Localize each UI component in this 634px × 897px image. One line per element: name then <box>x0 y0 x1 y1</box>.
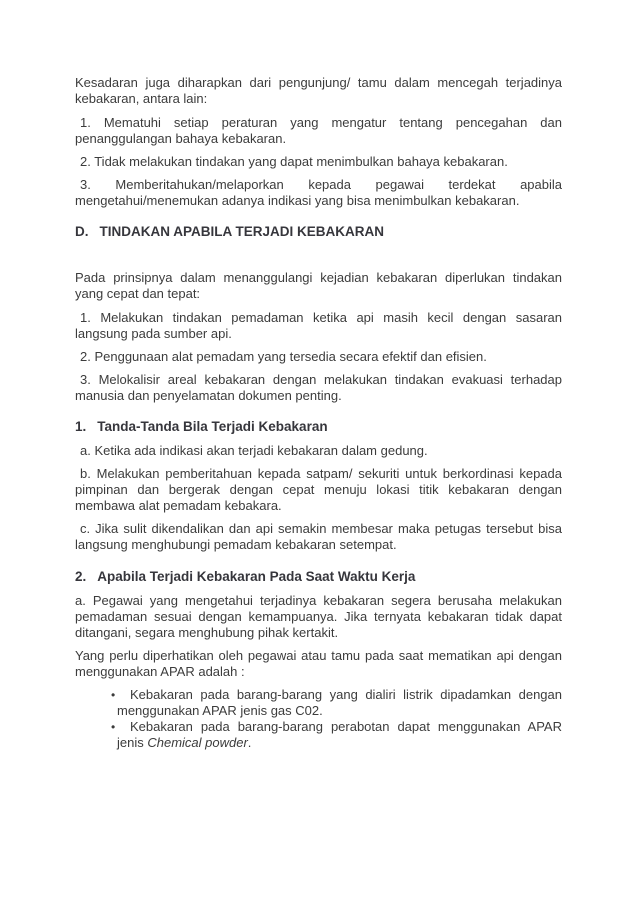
section-d-item-3: 3. Melokalisir areal kebakaran dengan melakukan tindakan evakuasi terhadap manusia dan penyelamatan dokumen penting. <box>75 372 562 403</box>
subsection-1-item-b: b. Melakukan pemberitahuan kepada satpam/ sekuriti untuk berkordinasi kepada pimpinan dan bergerak dengan cepat menuju lokasi titik kebakaran dengan membawa alat pemadam kebakara. <box>75 466 562 513</box>
bullet-icon: • <box>111 688 116 702</box>
apar-bullet-2-text: Kebakaran pada barang-barang perabotan dapat menggunakan APAR jenis <box>117 719 562 750</box>
subsection-1-item-c: c. Jika sulit dikendalikan dan api semakin membesar maka petugas tersebut bisa langsung menghubungi pemadam kebakaran setempat. <box>75 521 562 552</box>
section-d-heading <box>75 224 562 240</box>
apar-bullet-list <box>75 687 562 751</box>
apar-bullet-item <box>111 687 562 719</box>
document-content <box>75 75 562 751</box>
subsection-2-paragraph-a: a. Pegawai yang mengetahui terjadinya kebakaran segera berusaha melakukan pemadaman sesuai dengan kemampuanya. Jika ternyata kebakaran tidak dapat ditangani, segara menghubung pihak kertakit. <box>75 593 562 640</box>
subsection-1-item-a: a. Ketika ada indikasi akan terjadi kebakaran dalam gedung. <box>80 443 428 458</box>
subsection-1-heading-number: 1. <box>75 419 87 434</box>
intro-item-3: 3. Memberitahukan/melaporkan kepada pegawai terdekat apabila mengetahui/menemukan adanya indikasi yang bisa menimbulkan kebakaran. <box>75 177 562 208</box>
intro-item-1: 1. Mematuhi setiap peraturan yang mengatur tentang pencegahan dan penanggulangan bahaya kebakaran. <box>75 115 562 146</box>
subsection-1-heading <box>75 419 562 435</box>
section-d-heading-number: D. <box>75 224 89 239</box>
bullet-icon: • <box>111 720 116 734</box>
subsection-2-apar-paragraph: Yang perlu diperhatikan oleh pegawai atau tamu pada saat mematikan api dengan menggunakan APAR adalah : <box>75 648 562 679</box>
subsection-2-heading-number: 2. <box>75 569 87 584</box>
apar-bullet-2-italic: Chemical powder <box>147 735 248 750</box>
apar-bullet-item <box>111 719 562 751</box>
intro-item-2: 2. Tidak melakukan tindakan yang dapat menimbulkan bahaya kebakaran. <box>80 154 508 169</box>
section-d-lead-paragraph: Pada prinsipnya dalam menanggulangi kejadian kebakaran diperlukan tindakan yang cepat dan tepat: <box>75 270 562 301</box>
intro-paragraph: Kesadaran juga diharapkan dari pengunjung/ tamu dalam mencegah terjadinya kebakaran, antara lain: <box>75 75 562 106</box>
apar-bullet-2-suffix: . <box>247 735 252 750</box>
subsection-2-heading <box>75 569 562 585</box>
apar-bullet-1-text: Kebakaran pada barang-barang yang dialiri listrik dipadamkan dengan menggunakan APAR jenis gas C02. <box>117 687 562 718</box>
subsection-2-heading-text: Apabila Terjadi Kebakaran Pada Saat Waktu Kerja <box>97 569 416 584</box>
subsection-1-heading-text: Tanda-Tanda Bila Terjadi Kebakaran <box>97 419 328 434</box>
section-d-item-1: 1. Melakukan tindakan pemadaman ketika api masih kecil dengan sasaran langsung pada sumber api. <box>75 310 562 341</box>
section-d-heading-text: TINDAKAN APABILA TERJADI KEBAKARAN <box>99 224 384 239</box>
section-d-item-2: 2. Penggunaan alat pemadam yang tersedia secara efektif dan efisien. <box>80 349 487 364</box>
